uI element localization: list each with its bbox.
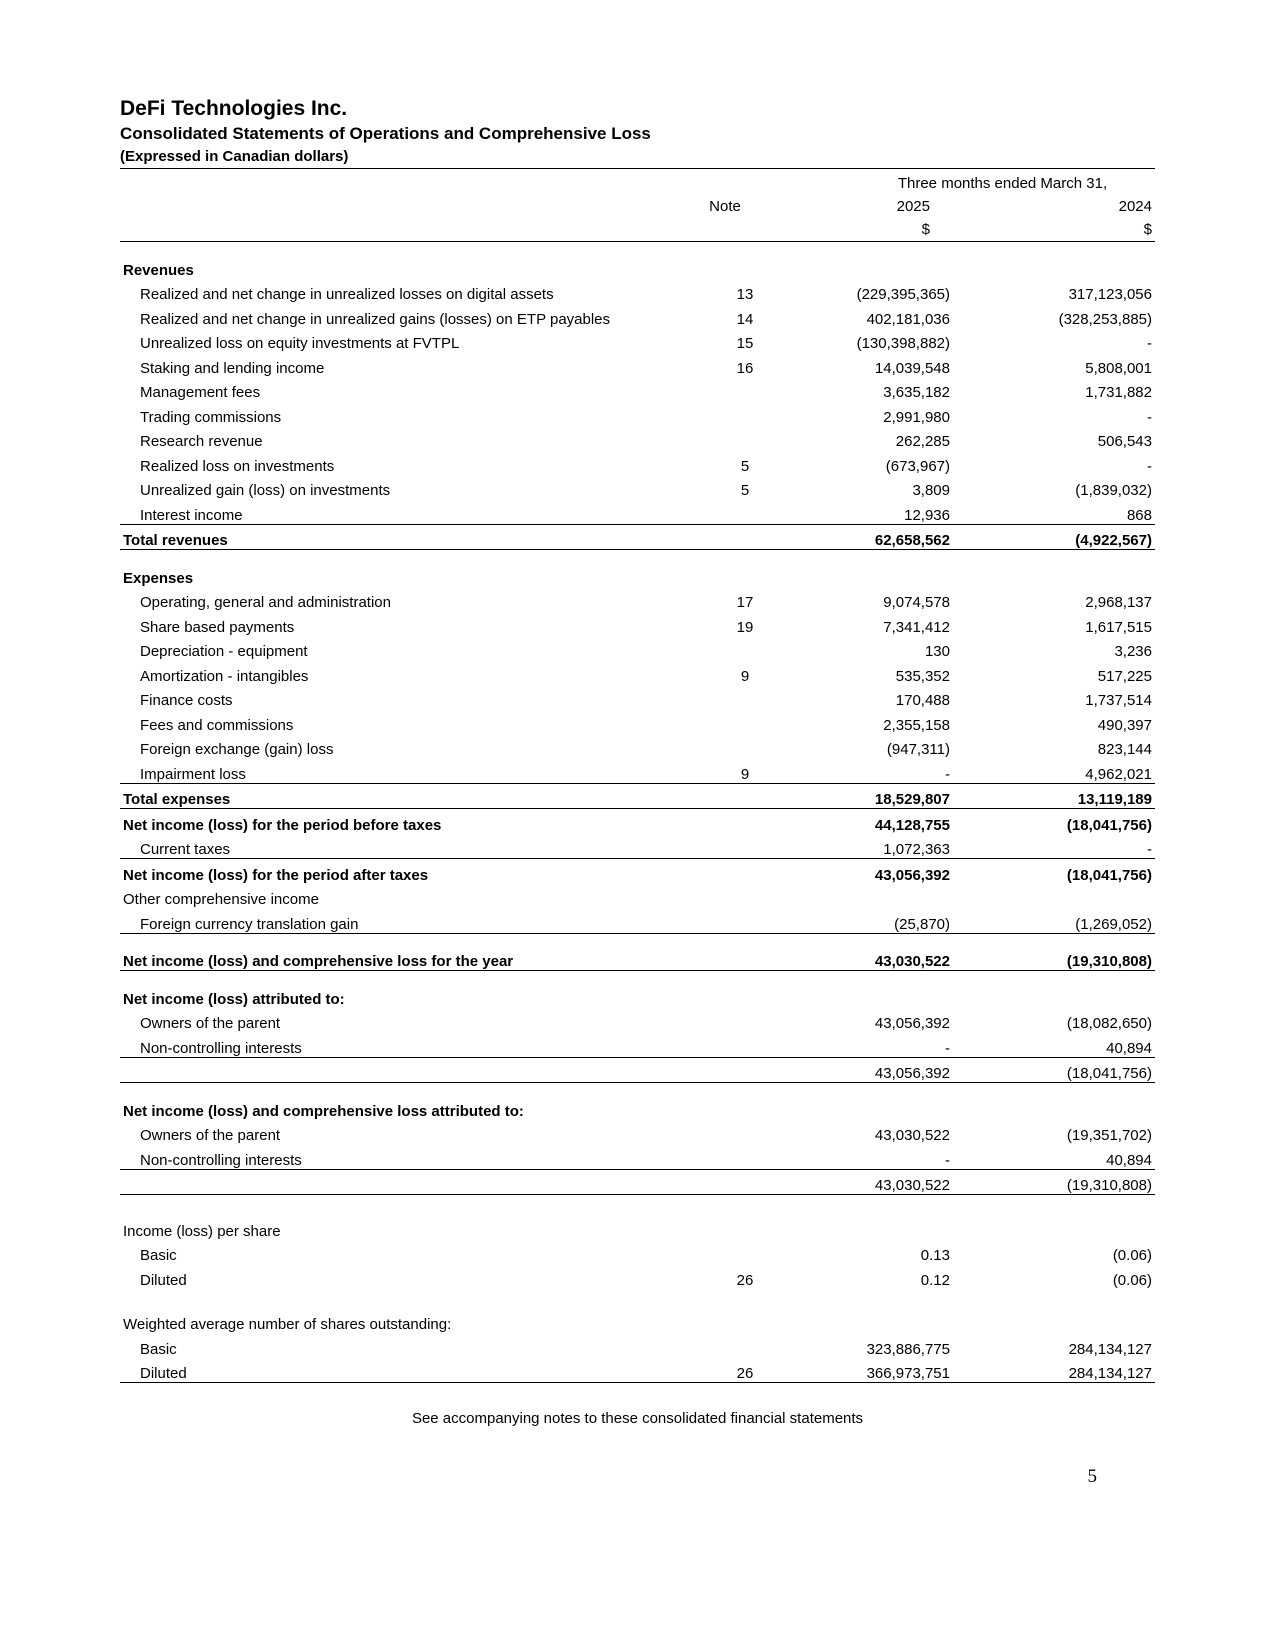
line-item-row — [120, 636, 1155, 661]
value-2024: (18,041,756) — [983, 859, 1155, 884]
row-note — [715, 401, 775, 426]
line-item-row — [120, 499, 1155, 524]
row-label: Unrealized gain (loss) on investments — [140, 482, 391, 499]
value-2025: 3,809 — [912, 482, 950, 499]
row-note: 16 — [736, 359, 754, 377]
value-2024: (328,253,885) — [1058, 310, 1152, 328]
value-2025: (947,311) — [886, 741, 950, 758]
row-note: 26 — [736, 1365, 754, 1382]
value-2024: (1,839,032) — [1075, 482, 1152, 499]
value-2025: 2,991,980 — [883, 408, 950, 426]
column-header — [120, 169, 1155, 241]
statement-table — [120, 242, 1155, 1383]
value-2024: 13,119,189 — [983, 783, 1155, 809]
current-taxes-row — [120, 834, 1155, 859]
attributed-income-total-row — [120, 1057, 1155, 1083]
row-label: Impairment loss — [140, 765, 246, 783]
value-2024: 2,968,137 — [1085, 594, 1152, 611]
row-label: Non-controlling interests — [140, 1039, 302, 1057]
value-2025: - — [945, 1039, 950, 1057]
value-2024: 506,543 — [1097, 433, 1152, 450]
row-label: Current taxes — [140, 841, 231, 858]
row-label: Total expenses — [120, 783, 715, 809]
eps-diluted-row — [120, 1264, 1155, 1289]
value-2024: - — [1147, 408, 1152, 426]
currency-2025-label: $ — [921, 221, 930, 238]
value-2024: (4,922,567) — [983, 524, 1155, 550]
row-note — [715, 426, 775, 451]
value-2025: 14,039,548 — [874, 359, 950, 377]
attributed-income-owners-row — [120, 1008, 1155, 1033]
value-2024: 284,134,127 — [1068, 1365, 1152, 1382]
value-2025: 2,355,158 — [883, 716, 950, 734]
attributed-income-heading: Net income (loss) attributed to: — [123, 990, 345, 1008]
value-2025: - — [945, 1151, 950, 1169]
value-2024: (18,041,756) — [983, 809, 1155, 834]
value-2024: 40,894 — [1106, 1039, 1152, 1057]
value-2024: (18,041,756) — [983, 1057, 1155, 1083]
line-item-row — [120, 328, 1155, 353]
row-label: Owners of the parent — [140, 1127, 281, 1144]
row-note — [715, 1333, 775, 1358]
value-2024: 868 — [1126, 506, 1152, 524]
row-note: 9 — [740, 765, 750, 783]
row-label: Operating, general and administration — [140, 594, 391, 611]
value-2025: 43,056,392 — [775, 1057, 953, 1083]
row-note: 15 — [736, 335, 754, 352]
row-label: Trading commissions — [140, 408, 282, 426]
line-item-row — [120, 426, 1155, 451]
revenues-heading-row — [120, 254, 1155, 279]
shares-basic-row — [120, 1333, 1155, 1358]
value-2025: 43,056,392 — [775, 859, 953, 884]
line-item-row — [120, 758, 1155, 783]
year-2024-label: 2024 — [1118, 198, 1152, 215]
value-2025: (130,398,882) — [856, 335, 950, 352]
currency-2024-label: $ — [1143, 221, 1152, 238]
expense-rows — [120, 587, 1155, 784]
line-item-row — [120, 303, 1155, 328]
row-note: 17 — [736, 594, 754, 611]
value-2024: 3,236 — [1114, 643, 1152, 660]
oci-heading-row — [120, 884, 1155, 909]
row-label: Realized and net change in unrealized gains (losses) on ETP payables — [140, 310, 611, 328]
row-note: 13 — [736, 286, 754, 303]
value-2024: 517,225 — [1097, 667, 1152, 685]
value-2024: 1,731,882 — [1085, 384, 1152, 401]
row-label: Diluted — [140, 1365, 187, 1382]
row-label: Non-controlling interests — [140, 1151, 302, 1169]
value-2024: 823,144 — [1097, 741, 1152, 758]
value-2024: (1,269,052) — [1075, 915, 1152, 933]
row-label: Amortization - intangibles — [140, 667, 309, 685]
row-label: Owners of the parent — [140, 1015, 281, 1032]
row-label: Basic — [140, 1340, 177, 1358]
row-note — [715, 636, 775, 661]
value-2025: 7,341,412 — [883, 618, 950, 636]
period-label: Three months ended March 31, — [897, 175, 1108, 192]
shares-diluted-row — [120, 1358, 1155, 1383]
value-2025: 43,030,522 — [874, 953, 950, 970]
value-2024: 284,134,127 — [1068, 1340, 1152, 1358]
line-item-row — [120, 475, 1155, 500]
row-label: Share based payments — [140, 618, 295, 636]
value-2024: 490,397 — [1097, 716, 1152, 734]
revenue-rows — [120, 279, 1155, 525]
fx-translation-row — [120, 908, 1155, 933]
value-2025: (229,395,365) — [856, 286, 950, 303]
value-2024: (0.06) — [1112, 1271, 1152, 1289]
value-2025: 43,056,392 — [874, 1015, 950, 1032]
row-note — [715, 685, 775, 710]
shares-heading-row — [120, 1309, 1155, 1334]
value-2025: 262,285 — [895, 433, 950, 450]
value-2024: (18,082,650) — [1066, 1015, 1152, 1032]
value-2025: 366,973,751 — [866, 1365, 950, 1382]
value-2025: (673,967) — [885, 457, 950, 475]
eps-heading: Income (loss) per share — [123, 1222, 281, 1240]
line-item-row — [120, 734, 1155, 759]
expenses-heading-row — [120, 562, 1155, 587]
total-expenses-row — [120, 783, 1155, 809]
year-2025-label: 2025 — [896, 198, 930, 215]
value-2025: 1,072,363 — [883, 841, 950, 858]
row-label: Net income (loss) for the period after taxes — [120, 859, 715, 884]
value-2025: 170,488 — [895, 692, 950, 709]
note-column-label: Note — [709, 198, 741, 215]
attributed-comprehensive-heading-row — [120, 1095, 1155, 1120]
row-label: Net income (loss) and comprehensive loss for the year — [123, 953, 514, 970]
footer-note: See accompanying notes to these consolidated financial statements — [411, 1410, 864, 1427]
row-label: Unrealized loss on equity investments at FVTPL — [140, 335, 460, 352]
eps-basic-row — [120, 1240, 1155, 1265]
currency-note: (Expressed in Canadian dollars) — [120, 148, 349, 165]
line-item-row — [120, 377, 1155, 402]
total-revenues-row — [120, 524, 1155, 550]
oci-heading: Other comprehensive income — [123, 891, 319, 908]
value-2025: 43,030,522 — [775, 1169, 953, 1195]
value-2024: (0.06) — [1112, 1247, 1152, 1264]
shares-heading: Weighted average number of shares outstanding: — [123, 1316, 452, 1333]
row-note: 9 — [740, 667, 750, 685]
line-item-row — [120, 660, 1155, 685]
row-label: Fees and commissions — [140, 716, 294, 734]
row-label: Research revenue — [140, 433, 263, 450]
row-label: Basic — [140, 1247, 177, 1264]
row-label: Management fees — [140, 384, 261, 401]
attributed-comprehensive-total-row — [120, 1169, 1155, 1195]
value-2025: 535,352 — [895, 667, 950, 685]
line-item-row — [120, 685, 1155, 710]
line-item-row — [120, 709, 1155, 734]
value-2025: 43,030,522 — [874, 1127, 950, 1144]
row-label: Net income (loss) for the period before taxes — [120, 809, 715, 834]
value-2025: 12,936 — [904, 506, 950, 524]
row-label: Interest income — [140, 506, 243, 524]
row-label: Diluted — [140, 1271, 187, 1289]
value-2025: 402,181,036 — [866, 310, 950, 328]
company-name: DeFi Technologies Inc. — [120, 97, 348, 120]
page-number: 5 — [1087, 1466, 1097, 1487]
line-item-row — [120, 352, 1155, 377]
row-note: 14 — [736, 310, 754, 328]
value-2024: - — [1147, 457, 1152, 475]
row-label: Realized and net change in unrealized losses on digital assets — [140, 286, 554, 303]
value-2025: 9,074,578 — [883, 594, 950, 611]
value-2025: - — [945, 765, 950, 783]
after-taxes-row — [120, 859, 1155, 884]
value-2025: 18,529,807 — [775, 783, 953, 809]
value-2025: 44,128,755 — [775, 809, 953, 834]
statement-title: Consolidated Statements of Operations and Comprehensive Loss — [120, 124, 651, 143]
value-2025: (25,870) — [894, 915, 950, 933]
value-2025: 3,635,182 — [883, 384, 950, 401]
value-2024: (19,351,702) — [1066, 1127, 1152, 1144]
value-2025: 0.12 — [920, 1271, 950, 1289]
attributed-comprehensive-owners-row — [120, 1120, 1155, 1145]
value-2024: 1,617,515 — [1085, 618, 1152, 636]
row-note — [715, 709, 775, 734]
value-2024: 40,894 — [1106, 1151, 1152, 1169]
eps-heading-row — [120, 1215, 1155, 1240]
value-2025: 0.13 — [920, 1247, 950, 1264]
value-2024: - — [1147, 335, 1152, 352]
value-2024: (19,310,808) — [1066, 953, 1152, 970]
row-note: 5 — [740, 457, 750, 475]
value-2025: 130 — [924, 643, 950, 660]
row-label: Depreciation - equipment — [140, 643, 308, 660]
row-label: Staking and lending income — [140, 359, 325, 377]
value-2024: 317,123,056 — [1068, 286, 1152, 303]
value-2025: 62,658,562 — [775, 524, 953, 550]
attributed-income-heading-row — [120, 983, 1155, 1008]
line-item-row — [120, 279, 1155, 304]
row-note: 19 — [736, 618, 754, 636]
value-2024: 1,737,514 — [1085, 692, 1152, 709]
value-2024: (19,310,808) — [983, 1169, 1155, 1195]
value-2024: - — [1147, 841, 1152, 858]
row-label: Finance costs — [140, 692, 233, 709]
before-taxes-row — [120, 809, 1155, 834]
line-item-row — [120, 611, 1155, 636]
row-note — [715, 734, 775, 759]
row-note — [715, 499, 775, 524]
value-2024: 4,962,021 — [1085, 765, 1152, 783]
attributed-income-nci-row — [120, 1032, 1155, 1057]
row-label: Foreign currency translation gain — [140, 915, 359, 933]
value-2024: 5,808,001 — [1085, 359, 1152, 377]
revenues-heading: Revenues — [123, 261, 194, 279]
line-item-row — [120, 401, 1155, 426]
line-item-row — [120, 587, 1155, 612]
row-note: 26 — [736, 1271, 754, 1289]
value-2025: 323,886,775 — [866, 1340, 950, 1358]
comprehensive-total-row — [120, 946, 1155, 971]
line-item-row — [120, 450, 1155, 475]
row-note: 5 — [740, 482, 750, 499]
row-label: Total revenues — [120, 524, 715, 550]
row-note — [715, 377, 775, 402]
row-label: Realized loss on investments — [140, 457, 335, 475]
row-label: Foreign exchange (gain) loss — [140, 741, 334, 758]
statement-page — [120, 96, 1155, 1383]
expenses-heading: Expenses — [123, 569, 194, 587]
attributed-comprehensive-heading: Net income (loss) and comprehensive loss attributed to: — [123, 1102, 524, 1120]
attributed-comprehensive-nci-row — [120, 1144, 1155, 1169]
row-note — [715, 1240, 775, 1265]
